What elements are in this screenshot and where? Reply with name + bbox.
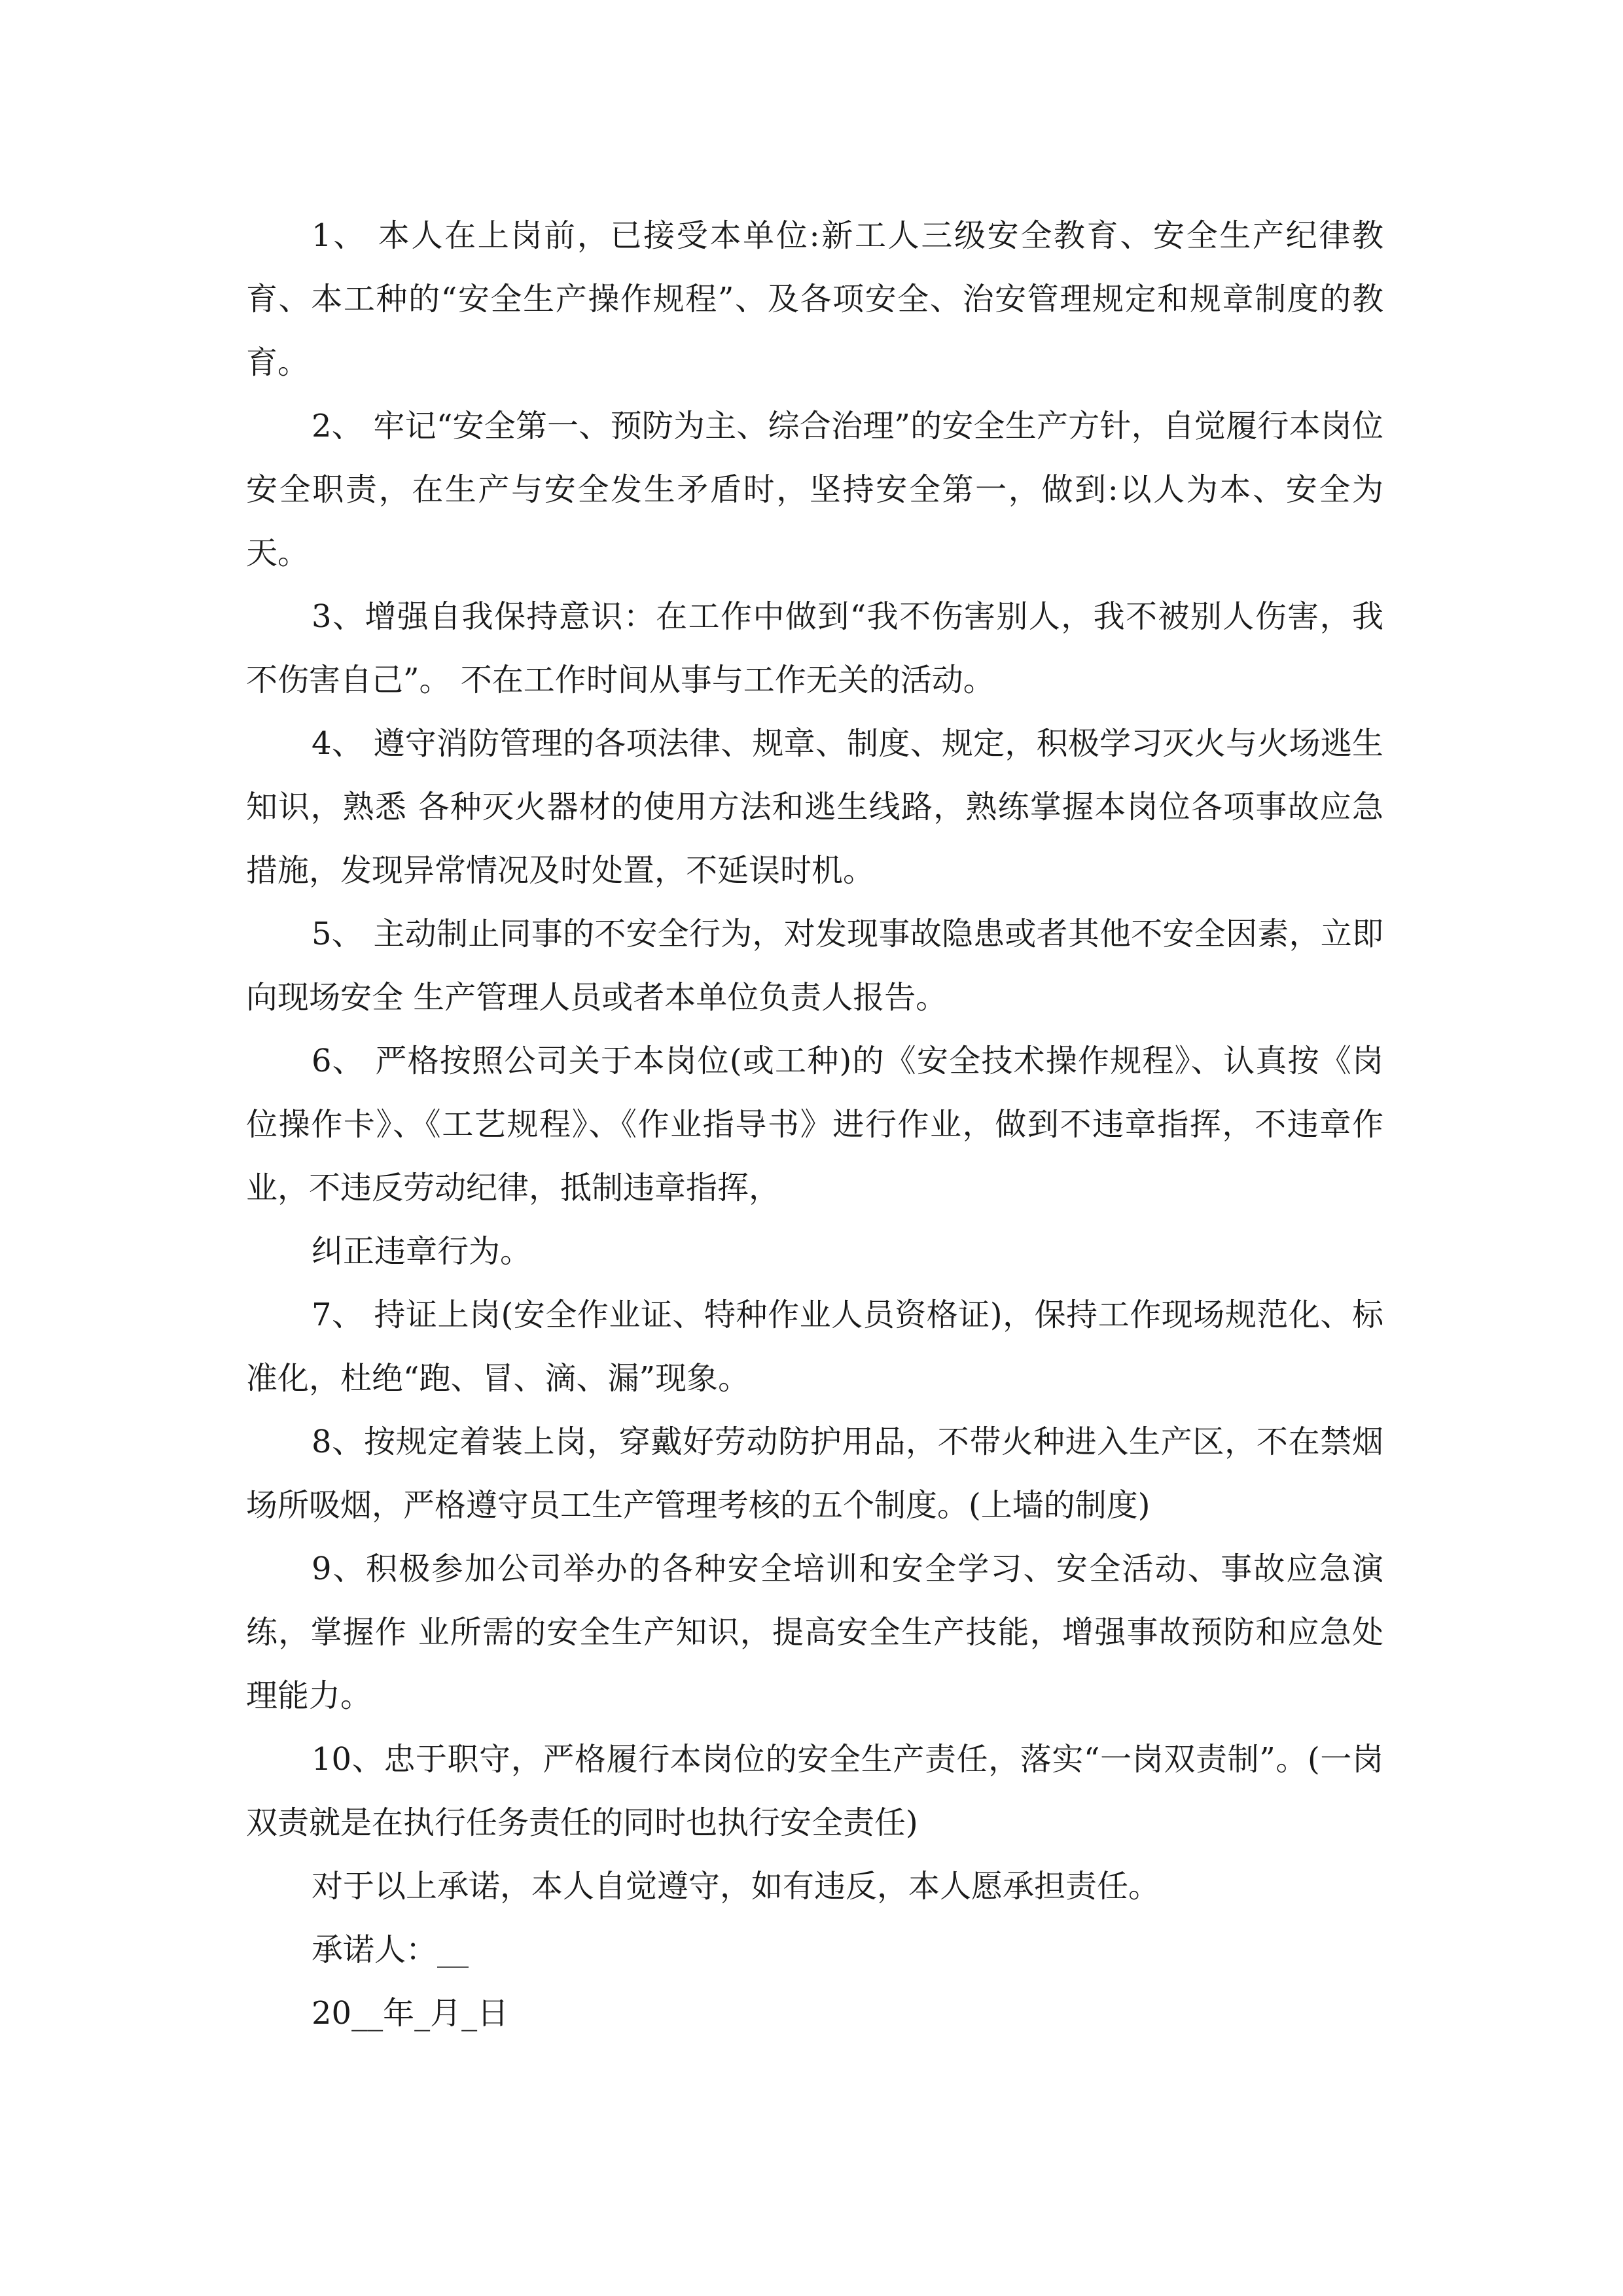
commitment-item-6: 6、 严格按照公司关于本岗位(或工种)的《安全技术操作规程》、认真按《岗位操作卡》、《工艺规程》、《作业指导书》进行作业，做到不违章指挥，不违章作业，不违反劳动纪律，抵制违章指挥， [246,1043,1383,1206]
commitment-item-9: 9、积极参加公司举办的各种安全培训和安全学习、安全活动、事故应急演练，掌握作 业所需的安全生产知识，提高安全生产技能，增强事故预防和应急处理能力。 [246,1551,1383,1714]
commitment-item-5: 5、 主动制止同事的不安全行为，对发现事故隐患或者其他不安全因素，立即向现场安全 生产管理人员或者本单位负责人报告。 [246,916,1383,1016]
date-line: 20__年_月_日 [312,1995,509,2032]
commitment-item-1: 1、 本人在上岗前，已接受本单位:新工人三级安全教育、安全生产纪律教育、本工种的“安全生产操作规程”、及各项安全、治安管理规定和规章制度的教育。 [246,217,1383,381]
signer-line: 承诺人：__ [312,1931,469,1968]
commitment-item-10: 10、忠于职守，严格履行本岗位的安全生产责任，落实“一岗双责制”。(一岗双责就是在执行任务责任的同时也执行安全责任) [246,1741,1383,1841]
commitment-item-7: 7、 持证上岗(安全作业证、特种作业人员资格证)，保持工作现场规范化、标准化，杜绝“跑、冒、滴、漏”现象。 [246,1297,1383,1397]
commitment-item-8: 8、按规定着装上岗，穿戴好劳动防护用品，不带火种进入生产区，不在禁烟场所吸烟，严格遵守员工生产管理考核的五个制度。(上墙的制度) [246,1424,1383,1524]
commitment-item-3: 3、增强自我保持意识：在工作中做到“我不伤害别人，我不被别人伤害，我不伤害自己”。 不在工作时间从事与工作无关的活动。 [246,598,1383,698]
document-body [246,204,1383,2045]
commitment-item-4: 4、 遵守消防管理的各项法律、规章、制度、规定，积极学习灭火与火场逃生知识，熟悉 各种灭火器材的使用方法和逃生线路，熟练掌握本岗位各项事故应急措施，发现异常情况及时处置，不延误时机。 [246,725,1383,889]
closing-statement: 对于以上承诺，本人自觉遵守，如有违反，本人愿承担责任。 [312,1868,1160,1905]
commitment-item-6-continued: 纠正违章行为。 [312,1233,532,1270]
commitment-item-2: 2、 牢记“安全第一、预防为主、综合治理”的安全生产方针，自觉履行本岗位安全职责，在生产与安全发生矛盾时，坚持安全第一，做到:以人为本、安全为天。 [246,408,1383,571]
